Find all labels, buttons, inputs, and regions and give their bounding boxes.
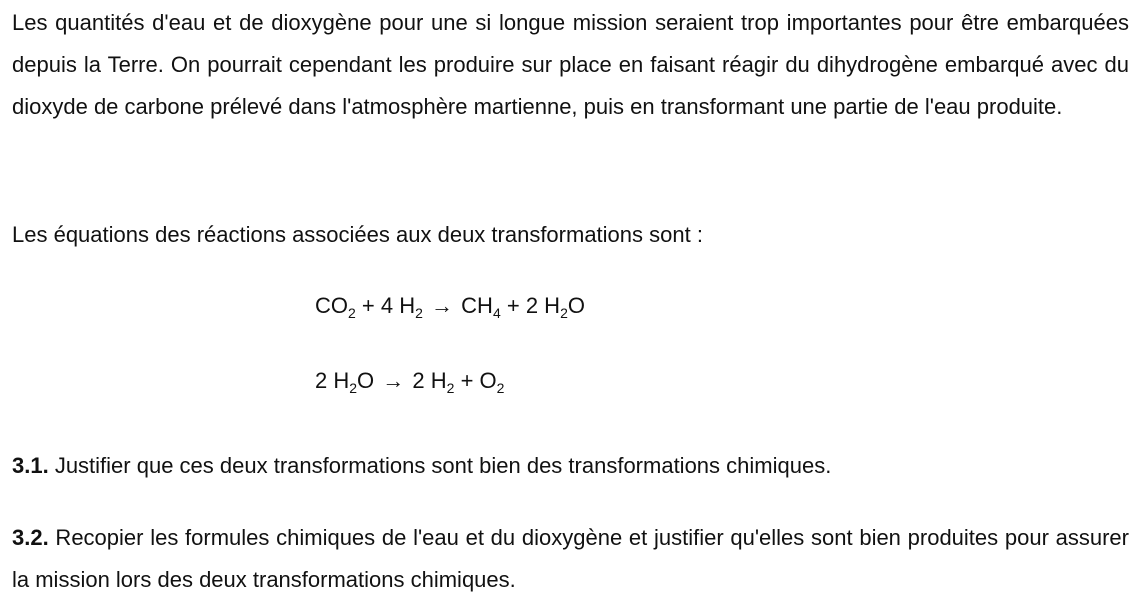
- question-3-1: [12, 445, 1129, 487]
- eq1-h2: 4 $H_2$: [380, 293, 423, 321]
- eq1-h2o: 2 $H_2O$: [525, 293, 585, 321]
- reaction-arrow: →: [376, 368, 411, 393]
- question-number: 3.2.: [12, 525, 49, 550]
- eq1-ch4: $CH_4$: [461, 293, 501, 321]
- question-number: 3.1.: [12, 453, 49, 478]
- equations-intro-paragraph: Les équations des réactions associées aux deux transformations sont :: [12, 222, 703, 247]
- reaction-arrow: →: [424, 293, 460, 318]
- intro-paragraph: Les quantités d'eau et de dioxygène pour une si longue mission seraient trop importantes pour être embarquées depuis la Terre. On pourrait cependant les produire sur place en faisant réagir du dihydrogène embarqué avec du dioxyde de carbone prélevé dans l'atmosphère martienne, puis en transformant une partie de l'eau produite.: [12, 10, 1129, 119]
- eq2-h2o: 2 $H_2O$: [315, 368, 375, 396]
- equation-electrolysis: 2 $H_2O \to 2$ $H_2 + O_2$: [315, 368, 505, 396]
- eq1-co2: $CO_2$: [315, 293, 356, 321]
- question-text: Recopier les formules chimiques de l'eau et du dioxygène et justifier qu'elles sont bien produites pour assurer la mission lors des deux transformations chimiques.: [12, 525, 1129, 592]
- question-3-2: [12, 517, 1129, 601]
- eq2-o2: $O_2$: [479, 368, 505, 396]
- eq2-h2: 2 $H_2$: [412, 368, 455, 396]
- question-text: Justifier que ces deux transformations sont bien des transformations chimiques.: [48, 453, 832, 478]
- equation-methanation: $CO_2 + 4$ $H_2 \to CH_4 + 2$ $H_2O$: [315, 293, 585, 321]
